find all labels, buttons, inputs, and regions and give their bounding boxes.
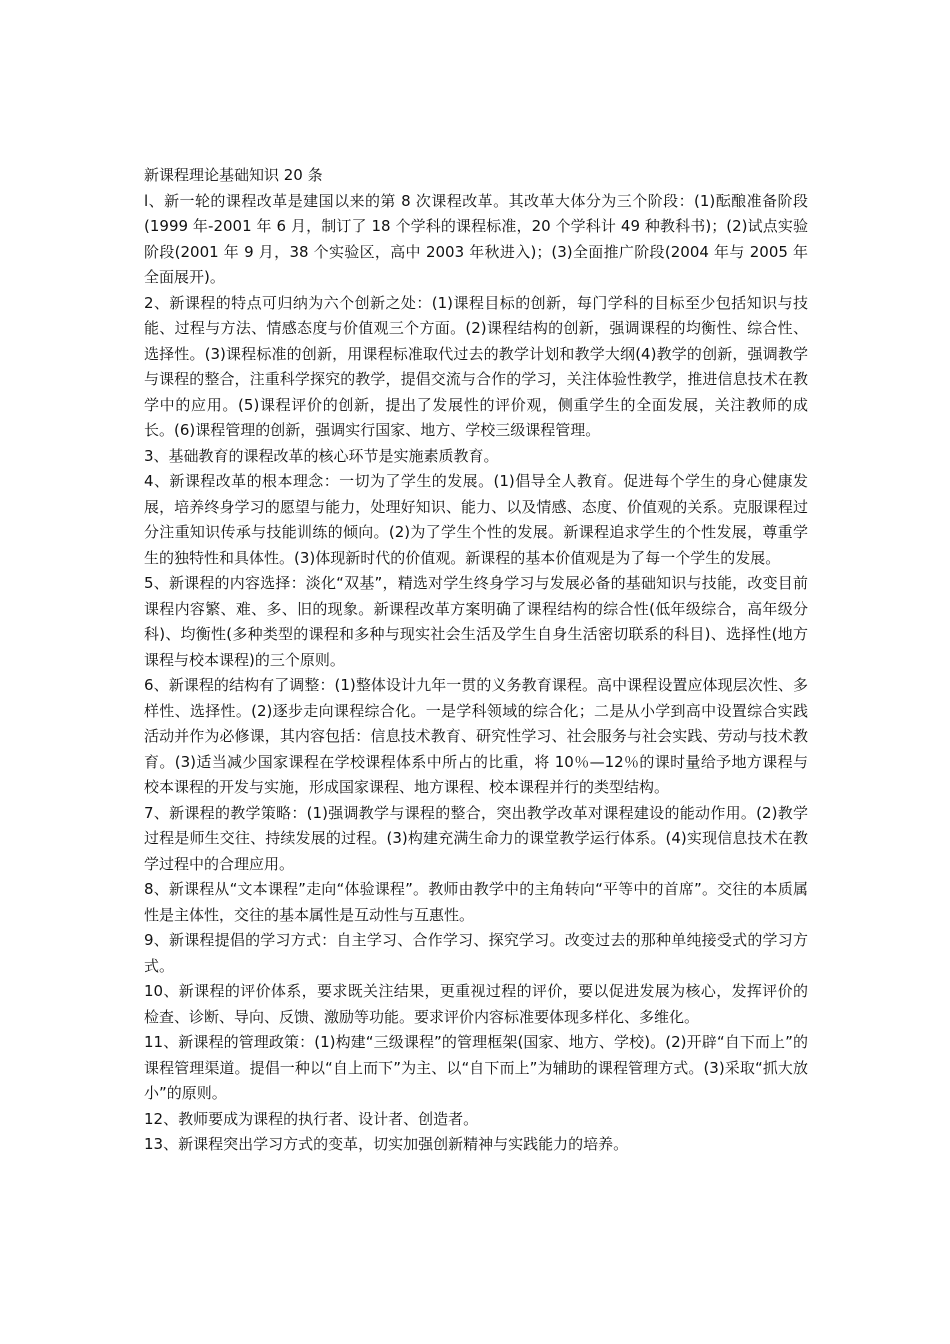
paragraph-11: 11、新课程的管理政策：(1)构建“三级课程”的管理框架(国家、地方、学校)。(2)开辟“自下而上”的课程管理渠道。提倡一种以“自上而下”为主、以“自下而上”为辅助的课程管理方式。(3)采取“抓大放小”的原则。: [144, 1033, 808, 1102]
paragraph-13: 13、新课程突出学习方式的变革，切实加强创新精神与实践能力的培养。: [144, 1135, 629, 1153]
paragraph-10: 10、新课程的评价体系，要求既关注结果，更重视过程的评价，要以促进发展为核心，发挥评价的检查、诊断、导向、反馈、激励等功能。要求评价内容标准要体现多样化、多维化。: [144, 982, 808, 1026]
paragraph-4: 4、新课程改革的根本理念：一切为了学生的发展。(1)倡导全人教育。促进每个学生的身心健康发展，培养终身学习的愿望与能力，处理好知识、能力、以及情感、态度、价值观的关系。克服课程过分注重知识传承与技能训练的倾向。(2)为了学生个性的发展。新课程追求学生的个性发展，尊重学生的独特性和具体性。(3)体现新时代的价值观。新课程的基本价值观是为了每一个学生的发展。: [144, 472, 808, 567]
paragraph-3: 3、基础教育的课程改革的核心环节是实施素质教育。: [144, 446, 499, 465]
document-page: [144, 163, 808, 1158]
paragraph-1: l、新一轮的课程改革是建国以来的第 8 次课程改革。其改革大体分为三个阶段：(1)酝酿准备阶段(1999 年-2001 年 6 月，制订了 18 个学科的课程标准，20 个学科计 49 种教科书)；(2)试点实验阶段(2001 年 9 月，38 个实验区，高中 2003 年秋进入)；(3)全面推广阶段(2004 年与 2005 年全面展开)。: [144, 191, 808, 286]
paragraph-5: 5、新课程的内容选择：淡化“双基”，精选对学生终身学习与发展必备的基础知识与技能，改变目前课程内容繁、难、多、旧的现象。新课程改革方案明确了课程结构的综合性(低年级综合，高年级分科)、均衡性(多种类型的课程和多种与现实社会生活及学生自身生活密切联系的科目)、选择性(地方课程与校本课程)的三个原则。: [144, 574, 808, 669]
paragraph-12: 12、教师要成为课程的执行者、设计者、创造者。: [144, 1109, 479, 1128]
paragraph-7: 7、新课程的教学策略：(1)强调教学与课程的整合，突出教学改革对课程建设的能动作用。(2)教学过程是师生交往、持续发展的过程。(3)构建充满生命力的课堂教学运行体系。(4)实现信息技术在教学过程中的合理应用。: [144, 803, 808, 873]
document-title: 新课程理论基础知识 20 条: [144, 166, 323, 184]
paragraph-9: 9、新课程提倡的学习方式：自主学习、合作学习、探究学习。改变过去的那种单纯接受式的学习方式。: [144, 931, 808, 975]
paragraph-2: 2、新课程的特点可归纳为六个创新之处：(1)课程目标的创新，每门学科的目标至少包括知识与技能、过程与方法、情感态度与价值观三个方面。(2)课程结构的创新，强调课程的均衡性、综合性、选择性。(3)课程标准的创新，用课程标准取代过去的教学计划和教学大纲(4)教学的创新，强调教学与课程的整合，注重科学探究的教学，提倡交流与合作的学习，关注体验性教学，推进信息技术在教学中的应用。(5)课程评价的创新，提出了发展性的评价观，侧重学生的全面发展，关注教师的成长。(6)课程管理的创新，强调实行国家、地方、学校三级课程管理。: [144, 293, 808, 439]
paragraph-8: 8、新课程从“文本课程”走向“体验课程”。教师由教学中的主角转向“平等中的首席”。交往的本质属性是主体性，交往的基本属性是互动性与互惠性。: [144, 880, 808, 924]
paragraph-6: 6、新课程的结构有了调整：(1)整体设计九年一贯的义务教育课程。高中课程设置应体现层次性、多样性、选择性。(2)逐步走向课程综合化。一是学科领域的综合化；二是从小学到高中设置综合实践活动并作为必修课，其内容包括：信息技术教育、研究性学习、社会服务与社会实践、劳动与技术教育。(3)适当减少国家课程在学校课程体系中所占的比重，将 10％—12％的课时量给予地方课程与校本课程的开发与实施，形成国家课程、地方课程、校本课程并行的类型结构。: [144, 676, 808, 796]
